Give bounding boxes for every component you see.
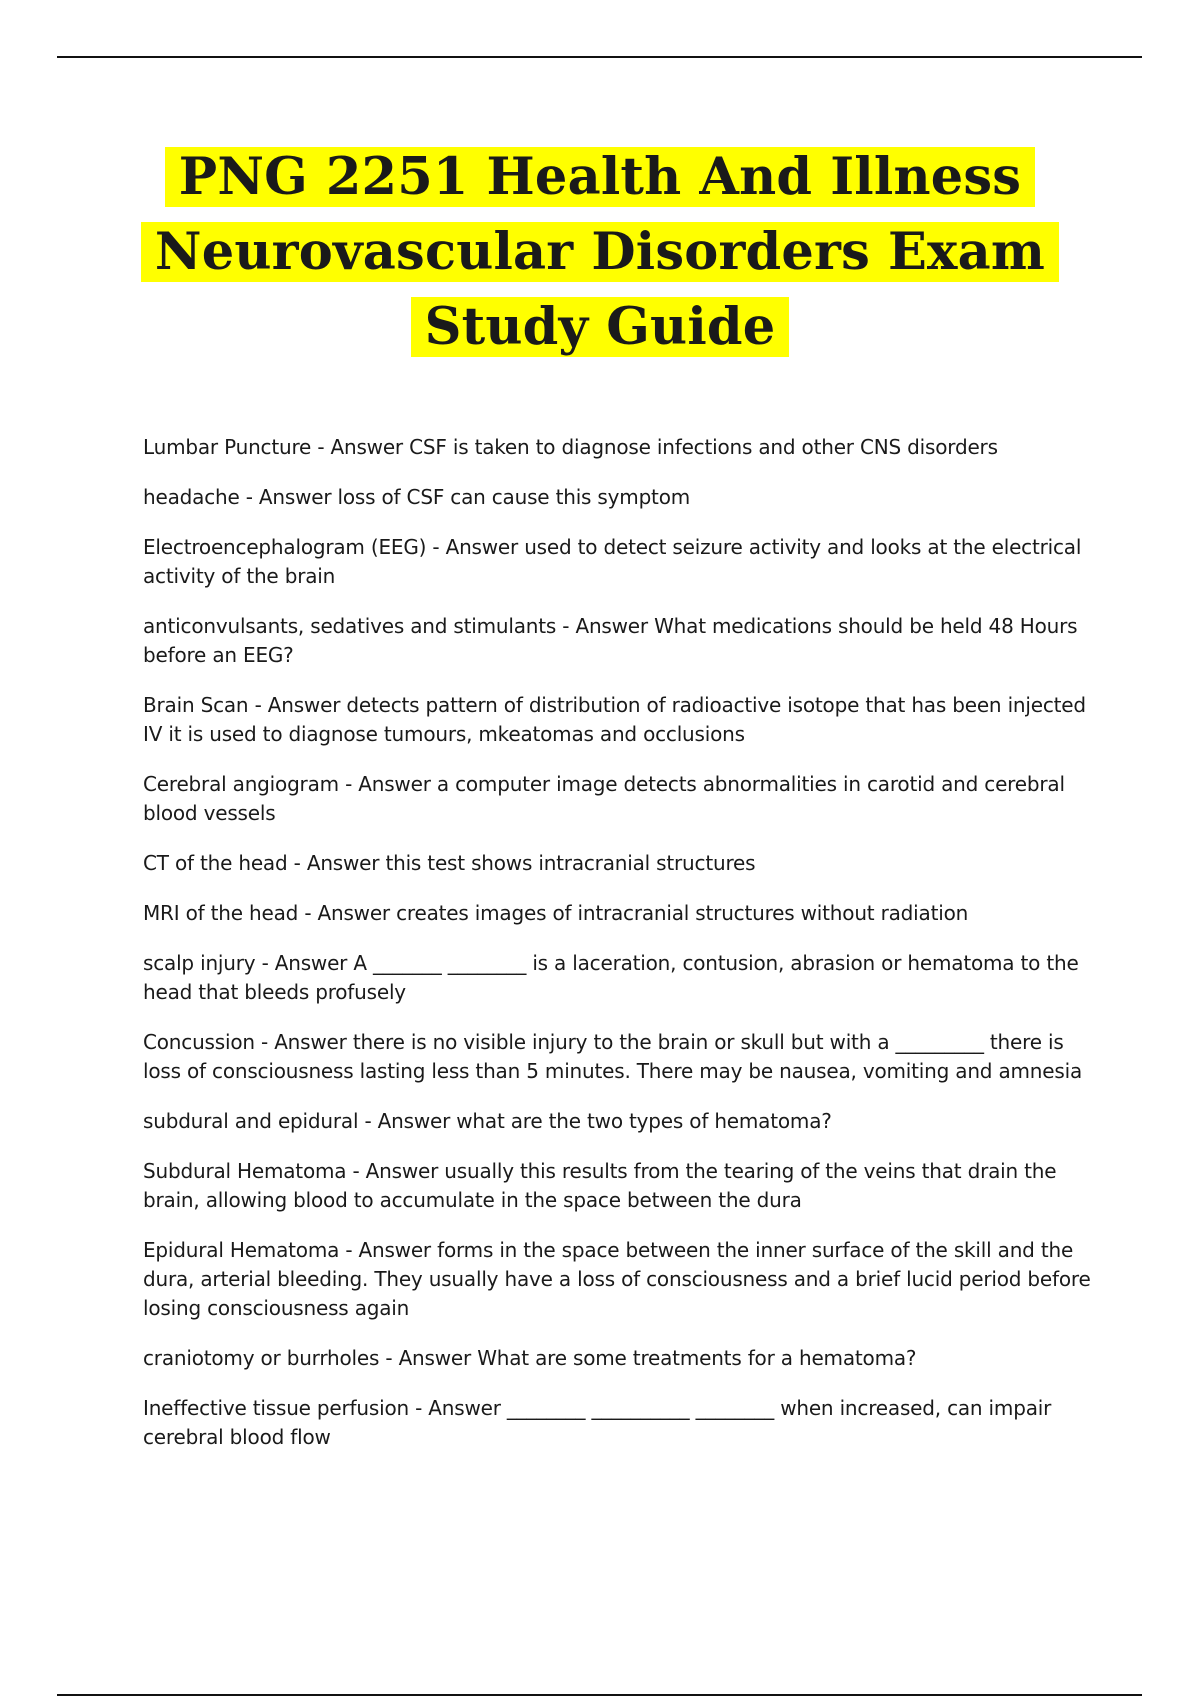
title-line-1: PNG 2251 Health And Illness bbox=[0, 140, 1200, 215]
qa-item-15: Ineffective tissue perfusion - Answer ________ __________ ________ when increased, can impair cerebral blood flow bbox=[143, 1396, 1052, 1449]
qa-item-1: Lumbar Puncture - Answer CSF is taken to diagnose infections and other CNS disorders bbox=[143, 435, 998, 459]
document-title bbox=[0, 140, 1200, 365]
qa-item-9: scalp injury - Answer A _______ ________ is a laceration, contusion, abrasion or hematoma to the head that bleeds profusely bbox=[143, 951, 1079, 1004]
title-line-2: Neurovascular Disorders Exam bbox=[0, 215, 1200, 290]
qa-item-10: Concussion - Answer there is no visible injury to the brain or skull but with a _________ there is loss of consciousness lasting less than 5 minutes. There may be nausea, vomiting and amnesia bbox=[143, 1030, 1083, 1083]
qa-item-14: craniotomy or burrholes - Answer What are some treatments for a hematoma? bbox=[143, 1346, 917, 1370]
qa-item-4: anticonvulsants, sedatives and stimulants - Answer What medications should be held 48 Hours before an EEG? bbox=[143, 614, 1078, 667]
qa-item-11: subdural and epidural - Answer what are the two types of hematoma? bbox=[143, 1109, 832, 1133]
qa-list bbox=[143, 433, 1093, 1473]
top-rule bbox=[57, 56, 1142, 58]
qa-item-13: Epidural Hematoma - Answer forms in the space between the inner surface of the skill and the dura, arterial bleeding. They usually have a loss of consciousness and a brief lucid period before losing consciousness again bbox=[143, 1238, 1091, 1320]
qa-item-12: Subdural Hematoma - Answer usually this results from the tearing of the veins that drain the brain, allowing blood to accumulate in the space between the dura bbox=[143, 1159, 1057, 1212]
qa-item-6: Cerebral angiogram - Answer a computer image detects abnormalities in carotid and cerebral blood vessels bbox=[143, 772, 1065, 825]
qa-item-2: headache - Answer loss of CSF can cause this symptom bbox=[143, 485, 691, 509]
qa-item-3: Electroencephalogram (EEG) - Answer used to detect seizure activity and looks at the electrical activity of the brain bbox=[143, 535, 1082, 588]
qa-item-7: CT of the head - Answer this test shows intracranial structures bbox=[143, 851, 756, 875]
bottom-rule bbox=[57, 1694, 1142, 1696]
title-line-3: Study Guide bbox=[0, 290, 1200, 365]
qa-item-8: MRI of the head - Answer creates images of intracranial structures without radiation bbox=[143, 901, 969, 925]
qa-item-5: Brain Scan - Answer detects pattern of distribution of radioactive isotope that has been injected IV it is used to diagnose tumours, mkeatomas and occlusions bbox=[143, 693, 1086, 746]
